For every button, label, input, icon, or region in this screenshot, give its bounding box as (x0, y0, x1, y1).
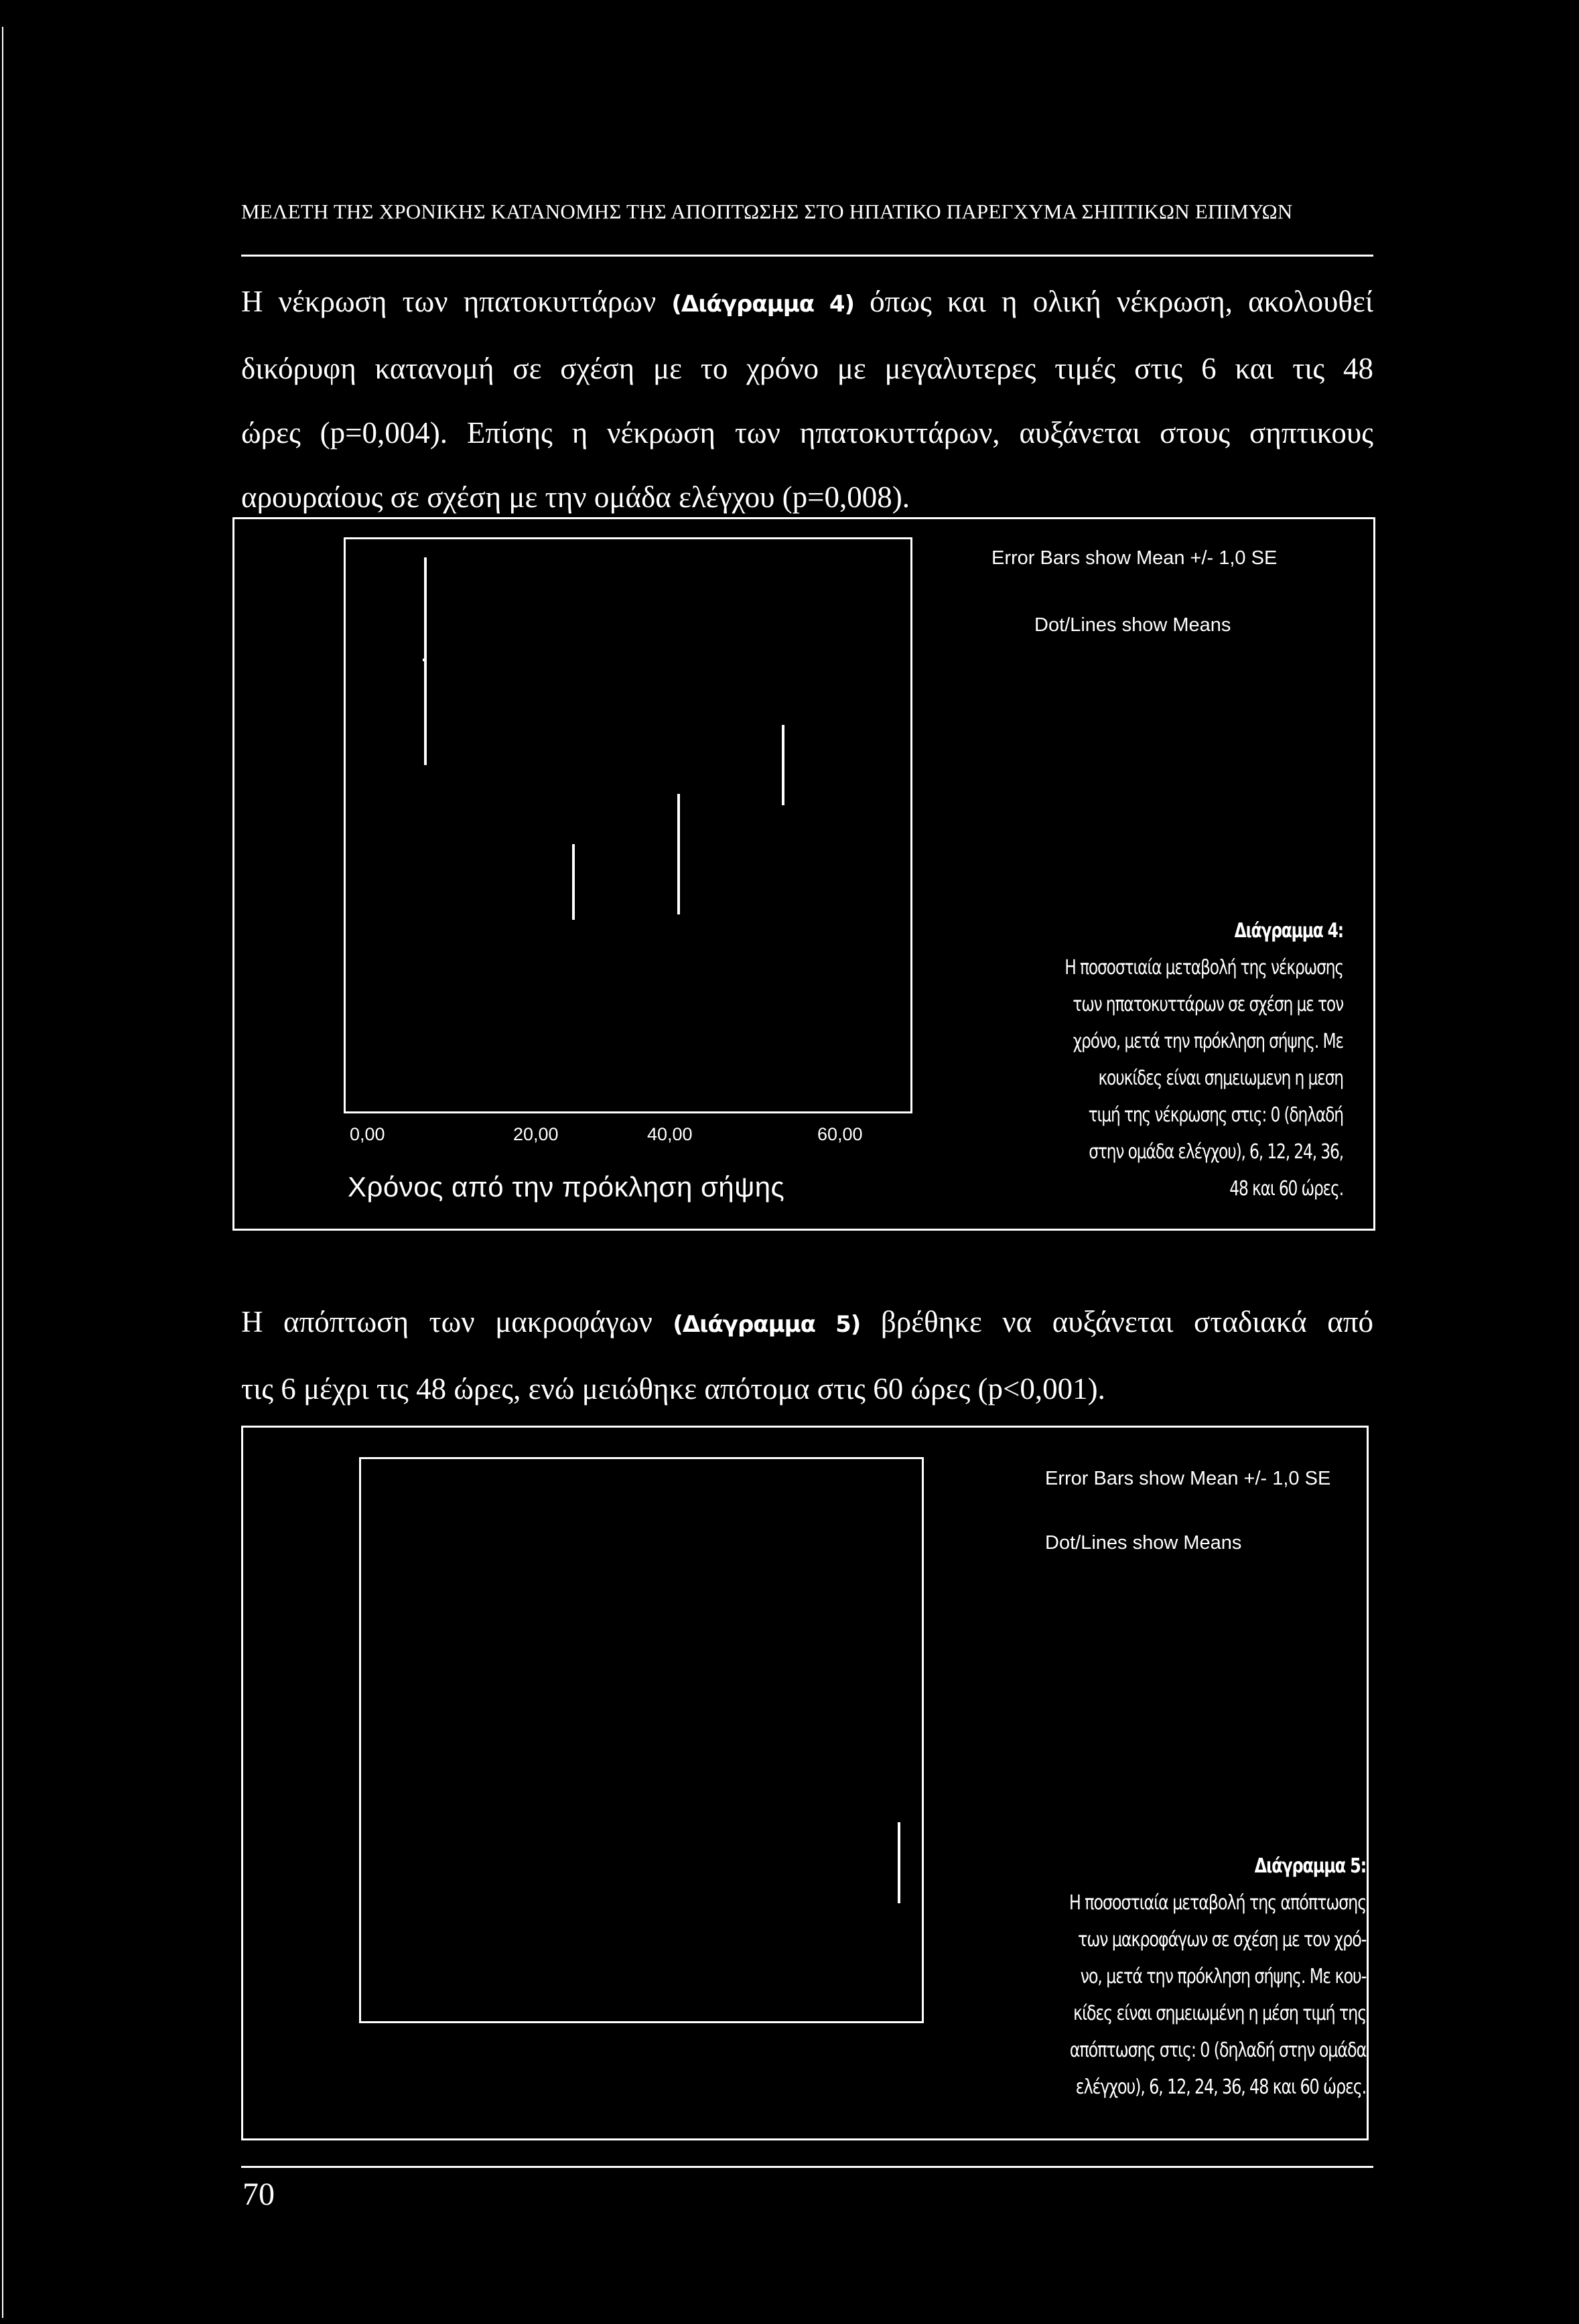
figure-4-caption-line: κουκίδες είναι σημειωμενη η μεση (1098, 1067, 1343, 1090)
figure-4-caption-line: χρόνο, μετά την πρόκληση σήψης. Με (1073, 1030, 1343, 1053)
diagram-4-reference: (Διάγραμμα 4) (671, 291, 855, 318)
figure-5-error-bars-note: Error Bars show Mean +/- 1,0 SE (1045, 1468, 1331, 1489)
paragraph-2-line-2: τις 6 μέχρι τις 48 ώρες, ενώ μειώθηκε απότομα στις 60 ώρες (p<0,001). (241, 1372, 1105, 1406)
figure-5-caption-title: Διάγραμμα 5: (1254, 1854, 1366, 1878)
page-edge-line (2, 27, 3, 2318)
figure-4-caption (1065, 912, 1343, 1207)
figure-4-caption-line: των ηπατοκυττάρων σε σχέση με τον (1073, 993, 1343, 1016)
figure-4-caption-line: Η ποσοστιαία μεταβολή της νέκρωσης (1065, 956, 1343, 979)
figure-5-caption-line: απόπτωσης στις: 0 (δηλαδή στην ομάδα (1069, 2039, 1366, 2062)
figure-5-caption-line: Η ποσοστιαία μεταβολή της απόπτωσης (1069, 1891, 1366, 1915)
figure-5-error-bars (361, 1459, 922, 2021)
diagram-5-reference: (Διάγραμμα 5) (673, 1311, 861, 1338)
figure-5-caption-line: ελέγχου), 6, 12, 24, 36, 48 και 60 ώρες. (1075, 2075, 1366, 2099)
figure-4-error-bars-note: Error Bars show Mean +/- 1,0 SE (991, 547, 1278, 569)
figure-4-error-bars (346, 539, 910, 1111)
figure-4-x-tick: 20,00 (513, 1124, 559, 1144)
figure-5-lines-note: Dot/Lines show Means (1045, 1532, 1242, 1554)
header-rule (241, 255, 1373, 257)
figure-4-x-tick: 60,00 (817, 1124, 863, 1144)
figure-5-caption (1069, 1848, 1366, 2106)
figure-5-caption-line: νο, μετά την πρόκληση σήψης. Με κου- (1080, 1965, 1366, 1988)
figure-5-caption-line: των μακροφάγων σε σχέση με τον χρό- (1077, 1928, 1366, 1952)
figure-5-caption-line: κίδες είναι σημειωμένη η μέση τιμή της (1073, 2002, 1366, 2025)
figure-4-plot-area (344, 537, 912, 1113)
figure-4-caption-line: τιμή της νέκρωσης στις: 0 (δηλαδή (1088, 1103, 1343, 1127)
figure-4-x-axis-label: Χρόνος από την πρόκληση σήψης (348, 1171, 785, 1203)
paragraph-1-line-4: αρουραίους σε σχέση με την ομάδα ελέγχου (p=0,008). (241, 480, 910, 514)
figure-4-caption-line: στην ομάδα ελέγχου), 6, 12, 24, 36, (1089, 1140, 1343, 1164)
figure-4-lines-note: Dot/Lines show Means (1034, 614, 1231, 636)
paragraph-1-line-1: Η νέκρωση των ηπατοκυττάρων (Διάγραμμα 4) όπως και η ολική νέκρωση, ακολουθεί (241, 285, 1373, 318)
running-header: ΜΕΛΕΤΗ ΤΗΣ ΧΡΟΝΙΚΗΣ ΚΑΤΑΝΟΜΗΣ ΤΗΣ ΑΠΟΠΤΩΣΗΣ ΣΤΟ ΗΠΑΤΙΚΟ ΠΑΡΕΓΧΥΜΑ ΣΗΠΤΙΚΩΝ ΕΠΙΜΥΩΝ (241, 200, 1293, 223)
figure-4-x-tick: 0,00 (350, 1124, 385, 1144)
paragraph-1 (241, 269, 1373, 529)
figure-4-caption-title: Διάγραμμα 4: (1234, 919, 1343, 943)
paragraph-1-line-2: δικόρυφη κατανομή σε σχέση με το χρόνο με μεγαλυτερες τιμές στις 6 και τις 48 (241, 352, 1373, 385)
figure-5-plot-area (359, 1457, 924, 2023)
footer-rule (241, 2166, 1373, 2168)
page-number: 70 (243, 2177, 275, 2212)
figure-4-caption-line: 48 και 60 ώρες. (1229, 1177, 1343, 1201)
paragraph-1-line-3: ώρες (p=0,004). Επίσης η νέκρωση των ηπατοκυττάρων, αυξάνεται στους σηπτικους (241, 416, 1373, 450)
figure-4-x-tick: 40,00 (647, 1124, 693, 1144)
paragraph-2 (241, 1290, 1373, 1421)
paragraph-2-line-1: Η απόπτωση των μακροφάγων (Διάγραμμα 5) βρέθηκε να αυξάνεται σταδιακά από (241, 1305, 1374, 1339)
